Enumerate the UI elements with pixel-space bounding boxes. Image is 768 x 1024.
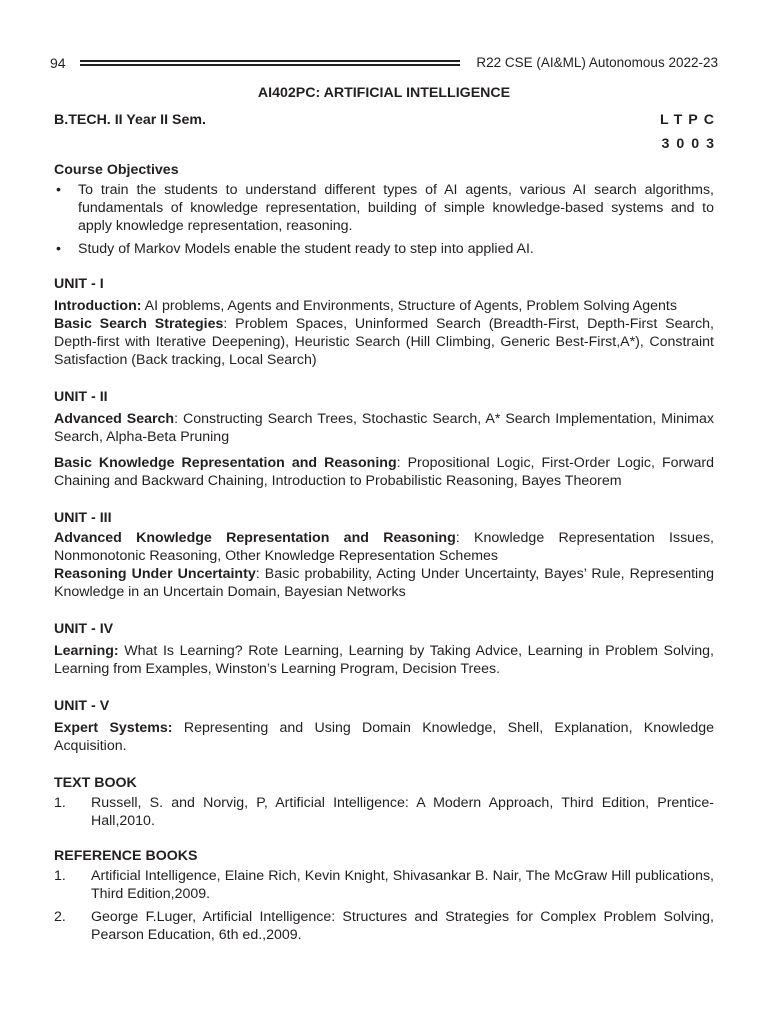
syllabus-page [50, 54, 721, 949]
unit-paragraph [54, 297, 714, 315]
topic-label: Advanced Knowledge Representation and Reasoning [54, 530, 456, 546]
text-book-item [54, 794, 714, 830]
unit-paragraph [54, 642, 714, 678]
topic-text: : Basic probability, Acting Under Uncertainty, Bayes’ Rule, Representing Knowledge in an Uncertain Domain, Bayesian Networks [54, 566, 714, 600]
topic-label: Learning: [54, 643, 119, 659]
page-number: 94 [50, 55, 66, 71]
text-book-list [54, 794, 714, 830]
objectives-heading: Course Objectives [54, 162, 179, 178]
unit-heading: UNIT - V [54, 698, 110, 714]
unit-paragraph [54, 529, 714, 565]
unit-heading: UNIT - III [54, 510, 112, 526]
reference-book-item [54, 908, 714, 944]
objective-item: • To train the students to understand different types of AI agents, various AI search algorithms, fundamentals of knowledge representation, building of simple knowledge-based systems and to apply knowledge representation, reasoning. [54, 181, 714, 235]
topic-text: : Propositional Logic, First-Order Logic, Forward Chaining and Backward Chaining, Introduction to Probabilistic Reasoning, Bayes Theorem [54, 455, 714, 489]
topic-text: : Constructing Search Trees, Stochastic Search, A* Search Implementation, Minimax Search, Alpha-Beta Pruning [54, 411, 714, 445]
reference-books-heading: REFERENCE BOOKS [54, 848, 198, 864]
topic-text: AI problems, Agents and Environments, Structure of Agents, Problem Solving Agents [141, 298, 677, 314]
semester-row [54, 111, 720, 129]
unit-paragraph [54, 315, 714, 369]
unit-heading: UNIT - IV [54, 621, 114, 637]
reference-book-item [54, 867, 714, 903]
item-number: 2. [54, 909, 66, 925]
header-regulation: R22 CSE (AI&ML) Autonomous 2022-23 [476, 55, 718, 70]
objectives-list [54, 181, 714, 258]
item-number: 1. [54, 868, 66, 884]
item-number: 1. [54, 795, 66, 811]
reference-books-list [54, 867, 714, 944]
item-text: Russell, S. and Norvig, P, Artificial Intelligence: A Modern Approach, Third Edition, Prentice-Hall,2010. [91, 795, 714, 829]
topic-label: Basic Search Strategies [54, 316, 224, 332]
topic-text: : Problem Spaces, Uninformed Search (Breadth-First, Depth-First Search, Depth-first with Iterative Deepening), Heuristic Search (Hill Climbing, Generic Best-First,A*), Constraint Satisfaction (Back tracking, Local Search) [54, 316, 714, 368]
header-rule [80, 60, 460, 66]
item-text: Artificial Intelligence, Elaine Rich, Kevin Knight, Shivasankar B. Nair, The McGraw Hill publications, Third Edition,2009. [91, 868, 714, 902]
unit-heading: UNIT - I [54, 276, 104, 292]
course-title: AI402PC: ARTIFICIAL INTELLIGENCE [257, 85, 511, 101]
page-header [50, 54, 718, 72]
unit-paragraph [54, 565, 714, 601]
unit-heading: UNIT - II [54, 389, 108, 405]
topic-label: Reasoning Under Uncertainty [54, 566, 256, 582]
topic-text: Representing and Using Domain Knowledge, Shell, Explanation, Knowledge Acquisition. [54, 720, 715, 754]
topic-text: : Knowledge Representation Issues, Nonmonotonic Reasoning, Other Knowledge Representation Schemes [54, 530, 715, 564]
ltpc-labels: LTPC [660, 112, 720, 128]
unit-paragraph [54, 410, 714, 446]
topic-label: Introduction: [54, 298, 142, 314]
ltpc-values: 3003 [661, 136, 721, 152]
credits-row [54, 135, 721, 153]
unit-paragraph [54, 454, 714, 490]
text-book-heading: TEXT BOOK [54, 775, 137, 791]
objective-item: • Study of Markov Models enable the student ready to step into applied AI. [54, 240, 714, 258]
topic-text: What Is Learning? Rote Learning, Learning by Taking Advice, Learning in Problem Solving, Learning from Examples, Winston’s Learning Program, Decision Trees. [54, 643, 714, 677]
topic-label: Basic Knowledge Representation and Reasoning [54, 455, 397, 471]
semester-label: B.TECH. II Year II Sem. [54, 112, 206, 128]
topic-label: Advanced Search [54, 411, 175, 427]
unit-paragraph [54, 719, 714, 755]
item-text: George F.Luger, Artificial Intelligence: Structures and Strategies for Complex Problem Solving, Pearson Education, 6th ed.,2009. [91, 909, 714, 943]
topic-label: Expert Systems: [54, 720, 173, 736]
